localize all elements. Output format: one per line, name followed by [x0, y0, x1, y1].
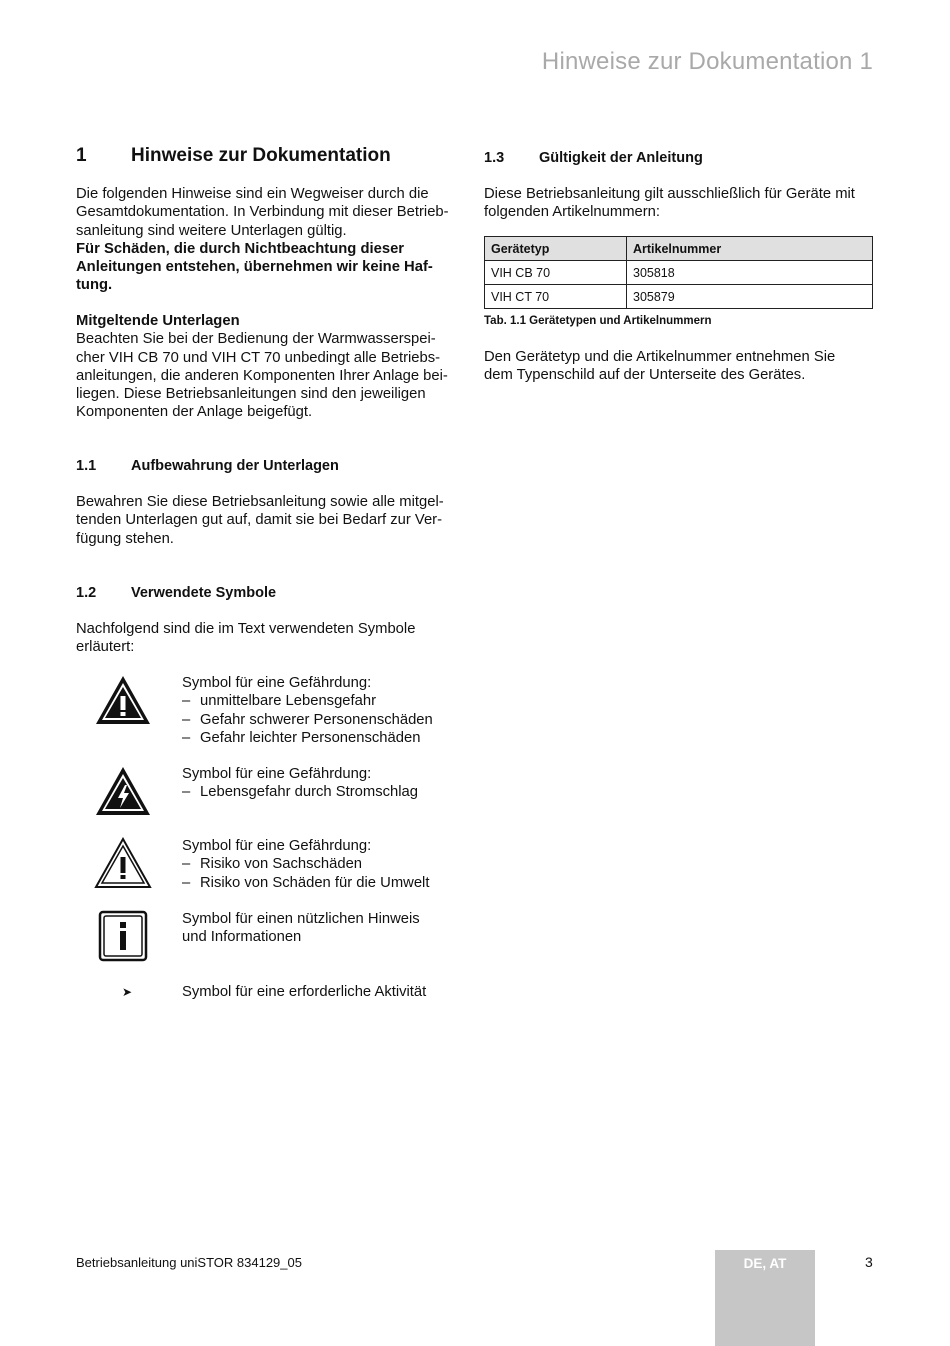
text-line: Den Gerätetyp und die Artikelnummer entnehmen Sie: [484, 349, 836, 365]
section-1-2-heading: [76, 585, 468, 601]
table-cell: VIH CT 70: [485, 285, 627, 309]
warning-exclamation-icon: [94, 674, 152, 726]
dash-bullet: –: [182, 784, 191, 801]
table-cell: VIH CB 70: [485, 261, 627, 285]
list-item-text: Gefahr leichter Personenschäden: [200, 729, 421, 746]
text-line: folgenden Artikelnummern:: [484, 204, 661, 221]
list-item: [182, 692, 472, 710]
section-number: 1.2: [76, 585, 97, 601]
text-line: Die folgenden Hinweise sind ein Wegweiser durch die: [76, 186, 429, 202]
table-cell: 305879: [627, 285, 873, 309]
table-cell: 305818: [627, 261, 873, 285]
text-line: Diese Betriebsanleitung gilt ausschließlich für Geräte mit: [484, 186, 855, 202]
table-row: [485, 261, 873, 285]
list-item-text: Lebensgefahr durch Stromschlag: [200, 784, 418, 801]
text-line: Komponenten der Anlage beigefügt.: [76, 404, 313, 421]
symbol-title: Symbol für eine Gefährdung:: [182, 766, 372, 782]
type-plate-paragraph: [484, 348, 876, 385]
table-caption: Tab. 1.1 Gerätetypen und Artikelnummern: [484, 315, 712, 327]
dash-bullet: –: [182, 693, 191, 710]
symbol-title: Symbol für eine Gefährdung:: [182, 675, 372, 691]
text-line: Beachten Sie bei der Bedienung der Warmwasserspei-: [76, 331, 436, 348]
symbol-description: [182, 837, 472, 892]
list-item-text: Risiko von Sachschäden: [200, 856, 363, 873]
text-line: anleitungen, die anderen Komponenten Ihrer Anlage bei-: [76, 367, 448, 384]
liability-warning: [76, 240, 468, 295]
list-item: [182, 711, 472, 729]
dash-bullet: –: [182, 729, 191, 746]
list-item-text: unmittelbare Lebensgefahr: [200, 693, 377, 710]
list-item: [182, 855, 472, 873]
section-title: Aufbewahrung der Unterlagen: [131, 458, 339, 474]
table-header-cell: Gerätetyp: [485, 237, 627, 261]
symbol-title: Symbol für einen nützlichen Hinweis: [182, 911, 420, 927]
text-line: erläutert:: [76, 639, 135, 656]
list-item-text: Gefahr schwerer Personenschäden: [200, 711, 433, 728]
dash-bullet: –: [182, 711, 191, 728]
article-table-wrapper: [484, 236, 873, 309]
dash-bullet: –: [182, 874, 191, 891]
related-documents: [76, 312, 468, 422]
section-number: 1.3: [484, 150, 505, 166]
text-line: tenden Unterlagen gut auf, damit sie bei Bedarf zur Ver-: [76, 512, 443, 529]
related-documents-heading: Mitgeltende Unterlagen: [76, 313, 240, 329]
section-1-heading: [76, 145, 468, 167]
symbols-intro: [76, 620, 468, 657]
section-number: 1.1: [76, 458, 97, 474]
text-line: cher VIH CB 70 und VIH CT 70 unbedingt alle Betriebs-: [76, 349, 441, 366]
text-line: Bewahren Sie diese Betriebsanleitung sowie alle mitgel-: [76, 494, 444, 510]
dash-bullet: –: [182, 856, 191, 873]
symbol-description: [182, 983, 472, 1001]
symbol-title: Symbol für eine erforderliche Aktivität: [182, 984, 427, 1000]
list-item: [182, 729, 472, 747]
symbol-title: und Informationen: [182, 929, 302, 946]
article-number-table: [484, 236, 873, 309]
list-item-text: Risiko von Schäden für die Umwelt: [200, 874, 430, 891]
section-title: Gültigkeit der Anleitung: [539, 150, 703, 166]
table-header-cell: Artikelnummer: [627, 237, 873, 261]
table-row: [485, 285, 873, 309]
text-line: Für Schäden, die durch Nichtbeachtung dieser: [76, 240, 405, 257]
language-label: DE, AT: [743, 1256, 787, 1271]
language-tab: [715, 1250, 815, 1346]
validity-paragraph: [484, 185, 876, 222]
table-header-row: [485, 237, 873, 261]
section-number: 1: [76, 145, 87, 166]
info-icon: [94, 910, 152, 962]
section-1-3-heading: [484, 150, 876, 166]
electric-hazard-icon: [94, 765, 152, 817]
arrow-bullet-icon: ➤: [122, 985, 133, 999]
section-title: Verwendete Symbole: [131, 585, 277, 601]
symbol-title: Symbol für eine Gefährdung:: [182, 838, 372, 854]
list-item: [182, 783, 472, 801]
text-line: liegen. Diese Betriebsanleitungen sind den jeweiligen: [76, 386, 426, 403]
text-line: tung.: [76, 277, 113, 294]
text-line: Anleitungen entstehen, übernehmen wir keine Haf-: [76, 259, 433, 276]
intro-paragraph: [76, 185, 468, 295]
footer-doc-title: Betriebsanleitung uniSTOR 834129_05: [76, 1255, 302, 1270]
page-number: 3: [865, 1254, 873, 1270]
symbol-description: [182, 910, 472, 947]
list-item: [182, 874, 472, 892]
text-line: sanleitung sind weitere Unterlagen gültig.: [76, 222, 347, 239]
text-line: dem Typenschild auf der Unterseite des Gerätes.: [484, 367, 806, 384]
caution-outline-icon: [94, 837, 152, 889]
text-line: Gesamtdokumentation. In Verbindung mit dieser Betrieb-: [76, 204, 449, 221]
symbol-description: [182, 674, 472, 747]
storage-paragraph: [76, 493, 468, 548]
text-line: Nachfolgend sind die im Text verwendeten Symbole: [76, 621, 416, 637]
text-line: fügung stehen.: [76, 530, 174, 547]
symbol-description: [182, 765, 472, 802]
running-header: Hinweise zur Dokumentation 1: [541, 48, 873, 75]
section-1-1-heading: [76, 458, 468, 474]
section-title: Hinweise zur Dokumentation: [131, 145, 391, 166]
